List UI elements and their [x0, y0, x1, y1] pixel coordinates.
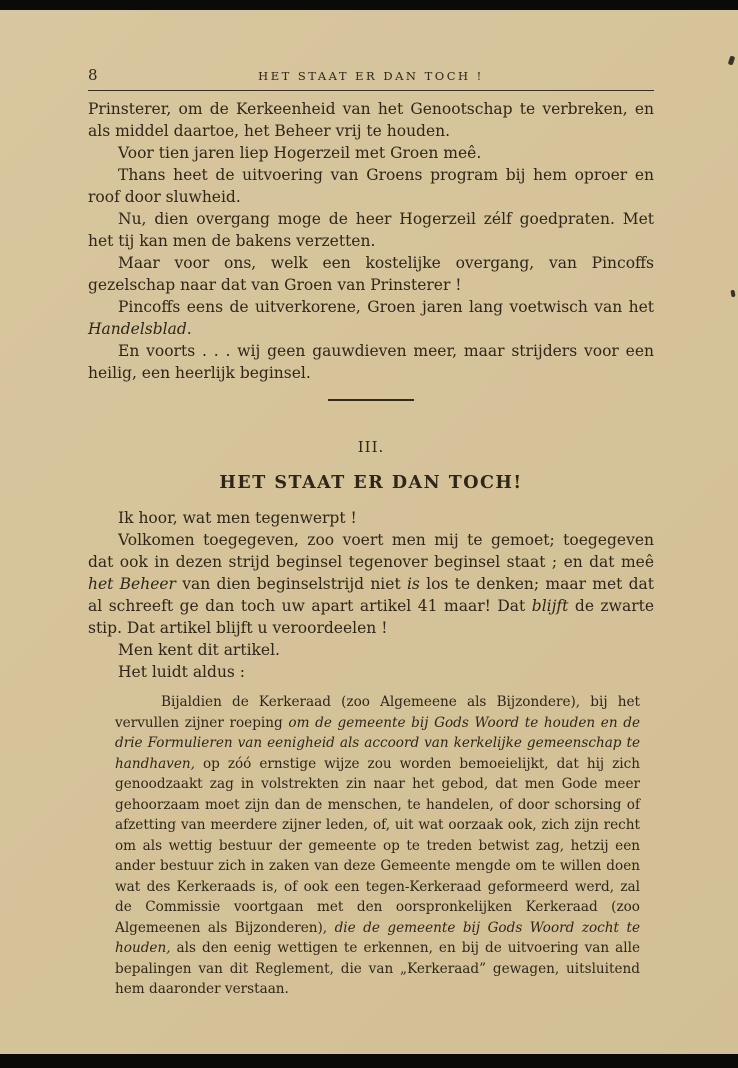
- section-title: HET STAAT ER DAN TOCH!: [219, 473, 523, 493]
- paragraph: Het luidt aldus :: [118, 663, 246, 681]
- paragraph: Thans heet de uitvoering van Groens program bij hem oproer en roof door sluwheid.: [88, 166, 654, 206]
- header-rule: [88, 90, 654, 91]
- block-quote: [115, 692, 640, 1000]
- page-header: [88, 66, 654, 86]
- scan-artifact: [730, 290, 735, 298]
- paragraph: Maar voor ons, welk een kostelijke overgang, van Pincoffs gezelschap naar dat van Groen van Prinsterer !: [88, 254, 654, 294]
- page-bottom-edge: [0, 1054, 738, 1068]
- paragraph: Prinsterer, om de Kerkeenheid van het Genootschap te verbreken, en als middel daartoe, het Beheer vrij te houden.: [88, 100, 654, 140]
- paragraph: Ik hoor, wat men tegenwerpt !: [118, 509, 357, 527]
- paragraph: Pincoffs eens de uitverkorene, Groen jaren lang voetwisch van het Handelsblad.: [88, 298, 654, 338]
- text-column: [88, 98, 654, 1000]
- paragraph: Volkomen toegegeven, zoo voert men mij te gemoet; toegegeven dat ook in dezen strijd beginsel tegenover beginsel staat ; en dat meê het Beheer van dien beginselstrijd niet is los te denken; maar met dat al schreeft ge dan toch uw apart artikel 41 maar! Dat blijft de zwarte stip. Dat artikel blijft u veroordeelen !: [88, 531, 655, 637]
- running-head: HET STAAT ER DAN TOCH !: [258, 69, 484, 83]
- page-top-edge: [0, 0, 738, 10]
- section-number: III.: [357, 438, 385, 456]
- scan-artifact: [728, 55, 736, 65]
- section-divider: [328, 399, 414, 401]
- page-number: 8: [88, 66, 98, 84]
- paragraph: Voor tien jaren liep Hogerzeil met Groen meê.: [118, 144, 482, 162]
- paragraph: Men kent dit artikel.: [118, 641, 280, 659]
- paragraph: Nu, dien overgang moge de heer Hogerzeil zélf goedpraten. Met het tij kan men de bakens verzetten.: [88, 210, 654, 250]
- quote-paragraph: Bijaldien de Kerkeraad (zoo Algemeene als Bijzondere), bij het vervullen zijner roeping om de gemeente bij Gods Woord te houden en de drie Formulieren van eenigheid als accoord van kerkelijke gemeenschap te handhaven, op zóó ernstige wijze zou worden bemoeielijkt, dat hij zich genoodzaakt zag in volstrekten zin naar het gebod, dat men Gode meer gehoorzaam moet zijn dan de menschen, te handelen, of door schorsing of afzetting van meerdere zijner leden, of, uit wat oorzaak ook, zich zijn recht om als wettig bestuur der gemeente op te treden betwist zag, hetzij een ander bestuur zich in zaken van deze Gemeente mengde om te willen doen wat des Kerkeraads is, of ook een tegen-Kerkeraad geformeerd werd, zal de Commissie voortgaan met den oorspronkelijken Kerkeraad (zoo Algemeenen als Bijzonderen), die de gemeente bij Gods Woord zocht te houden, als den eenig wettigen te erkennen, en bij de uitvoering van alle bepalingen van dit Reglement, die van „Kerkeraad” gewagen, uitsluitend hem daaronder verstaan.: [115, 694, 640, 997]
- paragraph: En voorts . . . wij geen gauwdieven meer, maar strijders voor een heilig, een heerlijk beginsel.: [88, 342, 654, 382]
